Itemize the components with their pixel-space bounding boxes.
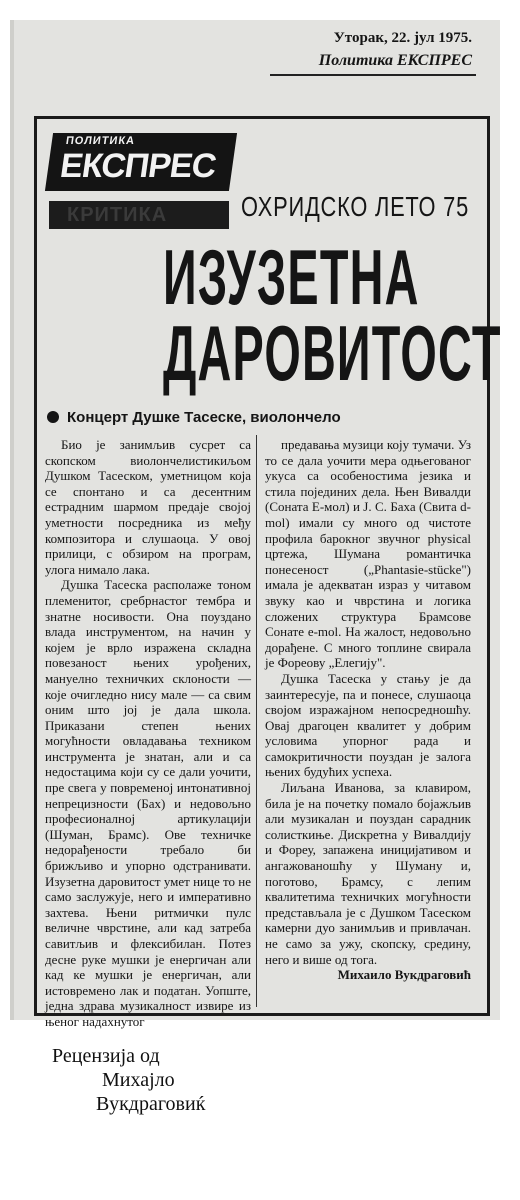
author-signature: Михаило Вукдраговић — [337, 967, 471, 983]
publication-rule — [270, 74, 476, 76]
paragraph: предавања музици коју тумачи. Уз то се дала уочити мера одњегованог укуса са особеностима језика и стила појединих дела. Њен Вивалди (Соната Е-мол) и Ј. С. Баха (Свита d-mol) имали су много од чистоте профила барокног звучног physical цртежа, Шумана романтичка понесеност („Phantasie-stücke") имала је адекватан израз у читавом звуку као и чврстина и логика сложених структура Брамсове Сонате е-mol. На жалост, недовољно дорађене. С много топлине свирала је Фореову „Елегију". — [265, 437, 471, 671]
headline-line-1: ИЗУЗЕТНА — [163, 233, 420, 321]
article-column-left — [45, 437, 251, 1030]
paragraph: Душка Тасеска у стању је да заинтересује, па и понесе, слушаоца својом изражајном непосредношћу. Овај драгоцен квалитет у добрим условима упорног рада и самокритичности поуздан је залога њених будућих успеха. — [265, 670, 471, 780]
bullet-icon — [47, 411, 59, 423]
article-frame — [34, 116, 502, 1029]
article-column-right — [265, 437, 471, 983]
headline-line-2: ДАРОВИТОСТ — [163, 309, 502, 397]
dateline: Уторак, 22. јул 1975. — [333, 30, 472, 46]
clipping-edge — [10, 20, 14, 1020]
newspaper-clipping — [10, 20, 502, 1029]
headline — [163, 233, 502, 397]
subheadline — [47, 409, 341, 426]
paragraph: Био је занимљив сусрет са скопском виолончелистикиљом Душком Тасеском, уметницом која се спонтано и са десентним естрадним шармом предаје својој уметности посредника из међу композитора и слушаоца. У овој прилици, с обзиром на програм, улога нимало лака. — [45, 437, 251, 577]
masthead-section-bar — [49, 201, 229, 229]
masthead-top: ПОЛИТИКА — [65, 135, 136, 147]
caption-line-2: Михајло — [102, 1069, 175, 1091]
series-title: ОХРИДСКО ЛЕТО 75 — [241, 191, 470, 222]
masthead-section: КРИТИКА — [67, 204, 168, 226]
paragraph: Лиљана Иванова, за клавиром, била је на почетку помало бојажљив али музикалан и поуздан сарадник солисткиње. Дискретна у Вивалдију и Фореу, запажена иницијативом и ангажованошћу у Шуману и, поготово, Брамсу, с лепим квалитетима техничких могућности представљала је с Душком Тасеском камерни дуо занимљив и привлачан. не само за ужу, скопску, средину, него и више од тога. — [265, 780, 471, 967]
column-divider — [256, 435, 257, 1007]
photo-caption — [48, 1044, 248, 1116]
publication-line: Политика ЕКСПРЕС — [318, 52, 472, 69]
paragraph: Душка Тасеска располаже тоном племенитог, сребрнастог тембра и знатне носивости. Она поуздано влада инструментом, на начин у којем је врло изражена складна повезаност њених урођених, мануелно техничких склоности — које очигледно нису мале — са свим оним што јој је дала школа. Приказани степен њених могућности овладавања техником инструмента је знатан, али и са недостацима који су се дали уочити, пре свега у повременој интонативној непрецизности (Бах) и недовољно професионалној артикулацији (Шуман, Брамс). Ове техничке недорађености требало би брижљиво и упорно одстранивати. Изузетна даровитост умет нице то не само заслужује, него и императивно захтева. Њени ритмички пулс величне чврстине, али кад затреба савитљив и флексибилан. Потез десне руке мушки је енергичан али кад ке мушки је енергичан, али истовремено лак и податан. Уопште, једна здрава музикалност извире из њеног надахнутог — [45, 577, 251, 1029]
masthead-main: ЕКСПРЕС — [57, 147, 218, 185]
masthead-logo — [45, 133, 237, 191]
caption-line-3: Вукдраговиќ — [96, 1093, 206, 1115]
subheadline-text: Концерт Душке Тасеске, виолончело — [67, 409, 341, 426]
caption-line-1: Рецензија од — [52, 1045, 160, 1067]
